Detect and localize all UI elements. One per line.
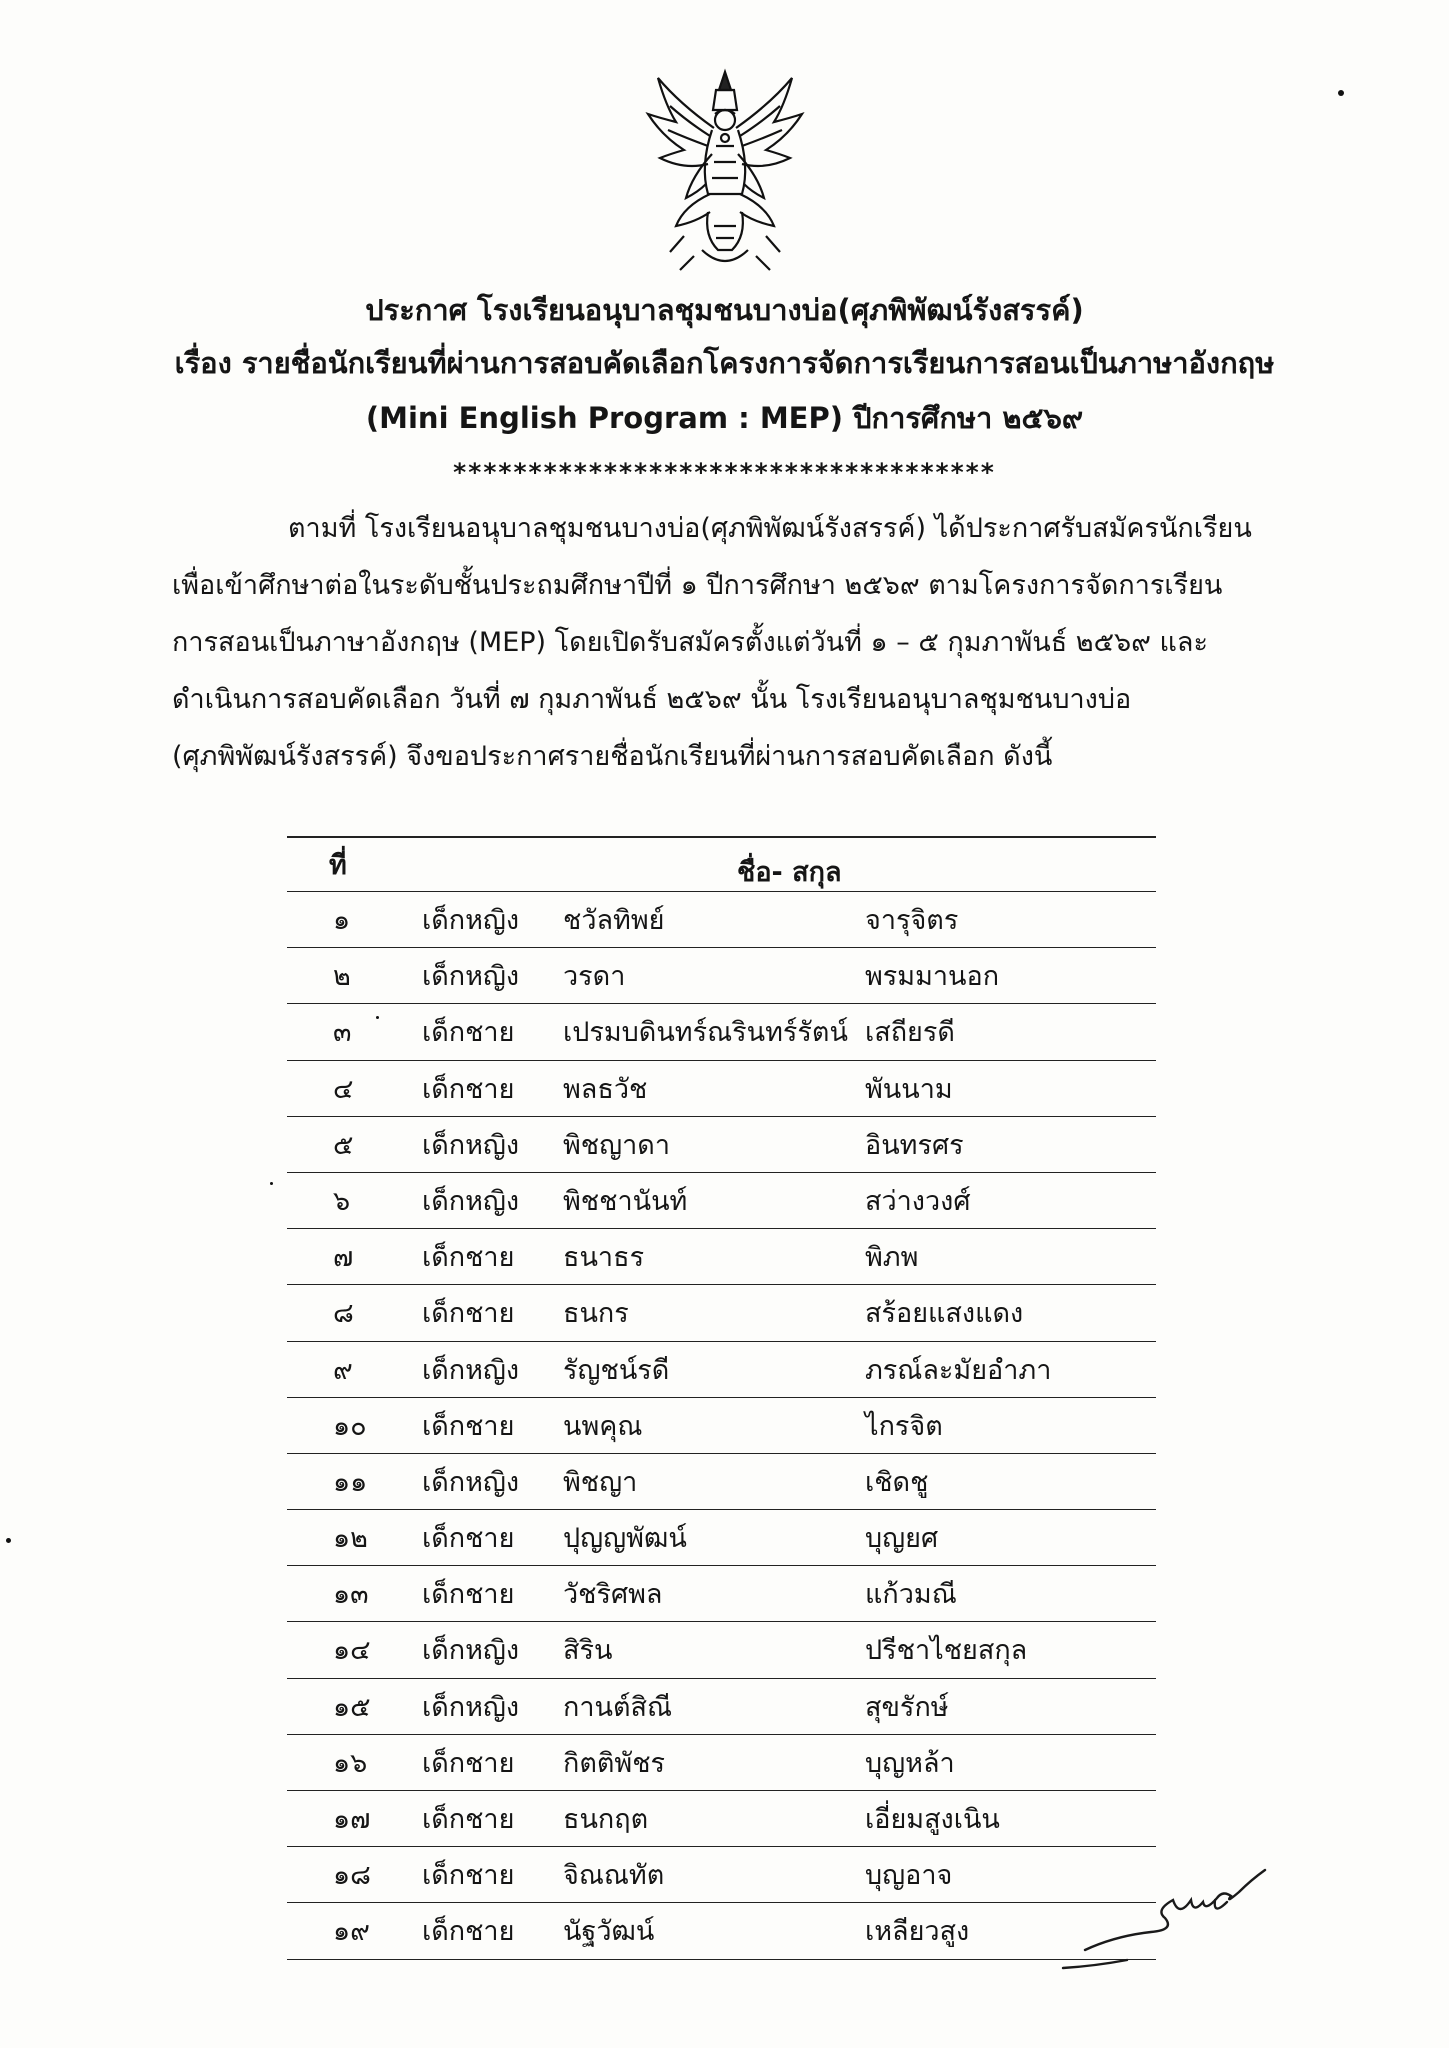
table-row	[287, 1004, 1156, 1060]
garuda-emblem-icon	[640, 66, 810, 274]
table-row	[287, 1791, 1156, 1847]
row-last-name: พันนาม	[865, 1073, 953, 1105]
column-header-no: ที่	[329, 850, 347, 881]
row-prefix: เด็กชาย	[422, 1298, 515, 1330]
row-number: ๔	[333, 1073, 354, 1105]
row-prefix: เด็กชาย	[422, 1017, 515, 1049]
body-text-line-2: เพื่อเข้าศึกษาต่อในระดับชั้นประถมศึกษาปีที่ ๑ ปีการศึกษา ๒๕๖๙ ตามโครงการจัดการเรียน	[172, 570, 1223, 601]
table-row	[287, 1510, 1156, 1566]
row-last-name: ภรณ์ละมัยอำภา	[865, 1354, 1052, 1386]
announcement-program: (Mini English Program : MEP) ปีการศึกษา ๒๕๖๙	[365, 401, 1084, 435]
body-text-line-4: ดำเนินการสอบคัดเลือก วันที่ ๗ กุมภาพันธ์ ๒๕๖๙ นั้น โรงเรียนอนุบาลชุมชนบางบ่อ	[172, 684, 1132, 715]
table-header-row	[287, 836, 1156, 892]
row-last-name: เชิดชู	[865, 1466, 929, 1498]
row-prefix: เด็กชาย	[422, 1242, 515, 1274]
row-last-name: แก้วมณี	[865, 1579, 957, 1611]
row-first-name: เปรมบดินทร์ณรินทร์รัตน์	[563, 1017, 848, 1049]
row-number: ๑๗	[333, 1804, 371, 1835]
row-first-name: พิชญาดา	[563, 1129, 670, 1161]
row-first-name: วรดา	[563, 961, 626, 993]
announcement-title: ประกาศ โรงเรียนอนุบาลชุมชนบางบ่อ(ศุภพิพัฒน์รังสรรค์)	[365, 293, 1084, 327]
row-number: ๕	[333, 1129, 354, 1161]
row-number: ๖	[333, 1185, 351, 1217]
row-prefix: เด็กหญิง	[422, 1466, 520, 1498]
row-number: ๙	[333, 1354, 353, 1386]
row-first-name: ธนกฤต	[563, 1804, 649, 1835]
body-text-line-3: การสอนเป็นภาษาอังกฤษ (MEP) โดยเปิดรับสมัครตั้งแต่วันที่ ๑ – ๕ กุมภาพันธ์ ๒๕๖๙ และ	[172, 627, 1208, 658]
row-first-name: พิชญา	[563, 1466, 638, 1498]
row-prefix: เด็กชาย	[422, 1860, 515, 1892]
row-number: ๑๑	[333, 1466, 368, 1498]
row-first-name: ชวัลทิพย์	[563, 905, 665, 936]
row-number: ๑๒	[333, 1523, 368, 1555]
row-prefix: เด็กชาย	[422, 1073, 515, 1105]
row-number: ๗	[333, 1242, 354, 1274]
row-prefix: เด็กชาย	[422, 1579, 515, 1611]
row-last-name: ปรีชาไชยสกุล	[865, 1635, 1028, 1667]
row-first-name: กานต์สิณี	[563, 1691, 673, 1723]
table-row	[287, 892, 1156, 948]
body-text-line-1: ตามที่ โรงเรียนอนุบาลชุมชนบางบ่อ(ศุภพิพัฒน์รังสรรค์) ได้ประกาศรับสมัครนักเรียน	[288, 513, 1252, 544]
row-prefix: เด็กหญิง	[422, 1354, 520, 1386]
table-row	[287, 1173, 1156, 1229]
row-last-name: พิภพ	[865, 1242, 919, 1274]
row-prefix: เด็กชาย	[422, 1747, 515, 1779]
table-row	[287, 1229, 1156, 1285]
row-last-name: บุญอาจ	[865, 1860, 953, 1892]
row-prefix: เด็กหญิง	[422, 905, 520, 936]
row-prefix: เด็กชาย	[422, 1916, 515, 1948]
row-last-name: บุญหล้า	[865, 1747, 955, 1779]
row-last-name: สว่างวงศ์	[865, 1185, 971, 1217]
row-first-name: นัฐวัฒน์	[563, 1916, 655, 1948]
separator: ************************************	[453, 458, 996, 487]
table-row	[287, 1398, 1156, 1454]
row-number: ๑๐	[333, 1410, 367, 1442]
row-first-name: ธนกร	[563, 1298, 629, 1330]
table-row	[287, 1847, 1156, 1903]
row-number: ๑๔	[333, 1635, 371, 1667]
scan-speck	[270, 1182, 273, 1185]
row-number: ๒	[333, 961, 351, 993]
row-number: ๑	[333, 905, 351, 936]
table-row	[287, 1061, 1156, 1117]
row-last-name: อินทรศร	[865, 1129, 964, 1161]
row-prefix: เด็กหญิง	[422, 1185, 520, 1217]
table-row	[287, 1117, 1156, 1173]
row-last-name: เอี่ยมสูงเนิน	[865, 1804, 1000, 1835]
scan-speck	[6, 1538, 11, 1543]
table-row	[287, 1285, 1156, 1341]
row-prefix: เด็กหญิง	[422, 1691, 520, 1723]
row-number: ๑๘	[333, 1860, 371, 1892]
body-text-line-5: (ศุภพิพัฒน์รังสรรค์) จึงขอประกาศรายชื่อนักเรียนที่ผ่านการสอบคัดเลือก ดังนี้	[172, 741, 1053, 772]
handwritten-signature	[1055, 1840, 1285, 1980]
row-number: ๘	[333, 1298, 354, 1330]
row-last-name: พรมมานอก	[865, 961, 1000, 993]
row-number: ๑๙	[333, 1916, 370, 1948]
row-last-name: ไกรจิต	[865, 1410, 943, 1442]
row-first-name: สิริน	[563, 1635, 613, 1667]
row-last-name: เสถียรดี	[865, 1017, 955, 1049]
scan-speck	[1338, 90, 1344, 96]
row-first-name: ปุญญพัฒน์	[563, 1523, 687, 1555]
row-first-name: รัญชน์รดี	[563, 1354, 670, 1386]
row-prefix: เด็กชาย	[422, 1523, 515, 1555]
table-row	[287, 1735, 1156, 1791]
row-last-name: จารุจิตร	[865, 905, 959, 936]
column-header-name: ชื่อ- สกุล	[737, 857, 842, 888]
row-prefix: เด็กหญิง	[422, 1129, 520, 1161]
table-row	[287, 1622, 1156, 1678]
row-first-name: นพคุณ	[563, 1410, 643, 1442]
table-row	[287, 1454, 1156, 1510]
scan-speck	[376, 1016, 379, 1019]
table-row	[287, 1342, 1156, 1398]
row-first-name: วัชริศพล	[563, 1579, 663, 1611]
row-prefix: เด็กชาย	[422, 1804, 515, 1835]
row-prefix: เด็กหญิง	[422, 1635, 520, 1667]
table-body	[287, 892, 1156, 1960]
row-number: ๑๓	[333, 1579, 369, 1611]
row-number: ๑๕	[333, 1691, 371, 1723]
row-last-name: บุญยศ	[865, 1523, 939, 1555]
table-row	[287, 1903, 1156, 1959]
table-row	[287, 948, 1156, 1004]
row-first-name: ธนาธร	[563, 1242, 645, 1274]
table-row	[287, 1679, 1156, 1735]
row-first-name: กิตติพัชร	[563, 1747, 666, 1779]
row-last-name: เหลียวสูง	[865, 1916, 970, 1948]
row-prefix: เด็กหญิง	[422, 961, 520, 993]
row-last-name: สุขรักษ์	[865, 1691, 949, 1723]
row-first-name: พิชชานันท์	[563, 1185, 688, 1217]
row-first-name: พลธวัช	[563, 1073, 648, 1105]
table-row	[287, 1566, 1156, 1622]
row-last-name: สร้อยแสงแดง	[865, 1298, 1024, 1330]
row-number: ๓	[333, 1017, 352, 1049]
row-number: ๑๖	[333, 1747, 368, 1779]
announcement-subject: เรื่อง รายชื่อนักเรียนที่ผ่านการสอบคัดเลือกโครงการจัดการเรียนการสอนเป็นภาษาอังกฤษ	[174, 346, 1275, 380]
row-prefix: เด็กชาย	[422, 1410, 515, 1442]
student-table	[287, 836, 1156, 1960]
row-first-name: จิณณทัต	[563, 1860, 665, 1892]
